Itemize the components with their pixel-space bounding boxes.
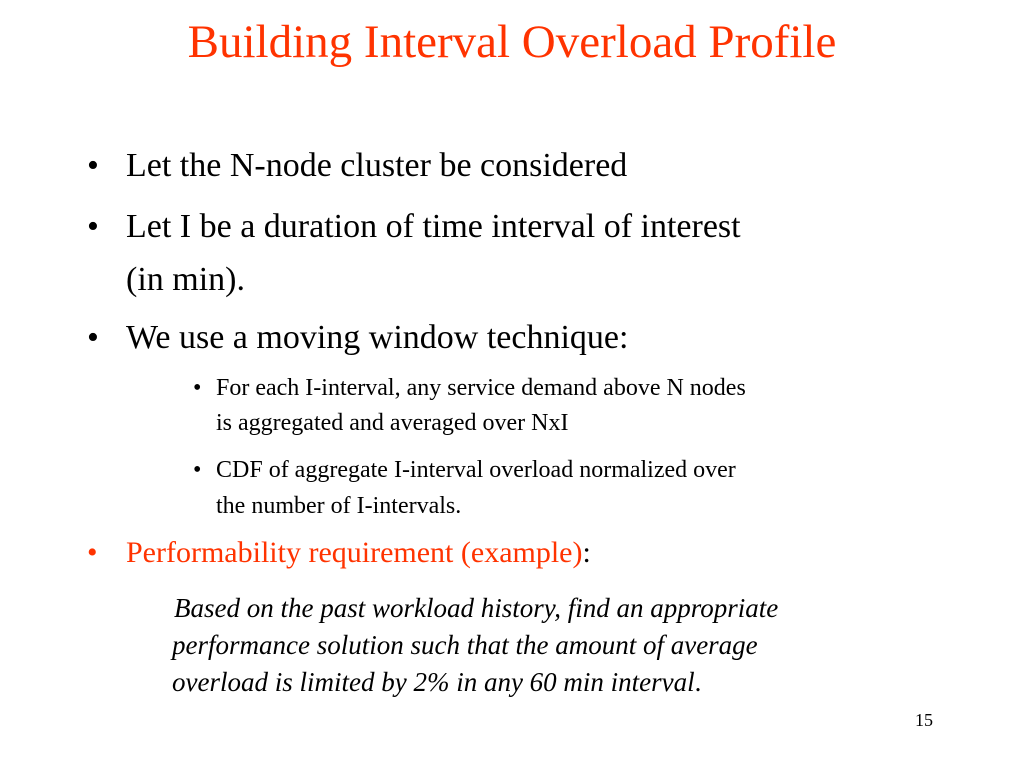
- sub-bullet-marker: •: [193, 457, 202, 483]
- sub-bullet-text: For each I-interval, any service demand above N nodes: [216, 375, 746, 401]
- bullet-marker: •: [87, 208, 99, 245]
- requirement-suffix: :: [582, 536, 591, 569]
- requirement-statement-period: .: [694, 667, 702, 697]
- bullet-text: We use a moving window technique:: [126, 319, 629, 356]
- requirement-statement-line: [172, 664, 778, 701]
- requirement-statement-line-text: overload is limited by 2% in any 60 min interval: [172, 667, 695, 697]
- requirement-statement-line: performance solution such that the amount of average: [172, 630, 758, 660]
- requirement-label: Performability requirement (example): [126, 536, 583, 569]
- bullet-text-continuation: (in min).: [126, 261, 245, 298]
- requirement-statement-line: Based on the past workload history, find an appropriate: [174, 593, 779, 623]
- bullet-text: Let I be a duration of time interval of interest: [126, 208, 741, 245]
- sub-bullet-text-continuation: is aggregated and averaged over NxI: [216, 410, 569, 436]
- bullet-marker: •: [87, 147, 99, 184]
- sub-bullet-text-continuation: the number of I-intervals.: [216, 493, 462, 519]
- requirement-label-group: [126, 535, 591, 571]
- sub-bullet-text: CDF of aggregate I-interval overload normalized over: [216, 457, 736, 483]
- page-number: 15: [915, 710, 933, 730]
- bullet-text: Let the N-node cluster be considered: [126, 147, 628, 184]
- sub-bullet-marker: •: [193, 375, 202, 401]
- bullet-marker: •: [87, 319, 99, 356]
- requirement-marker: •: [87, 536, 98, 569]
- slide-title: Building Interval Overload Profile: [187, 16, 837, 68]
- requirement-statement: [172, 590, 778, 701]
